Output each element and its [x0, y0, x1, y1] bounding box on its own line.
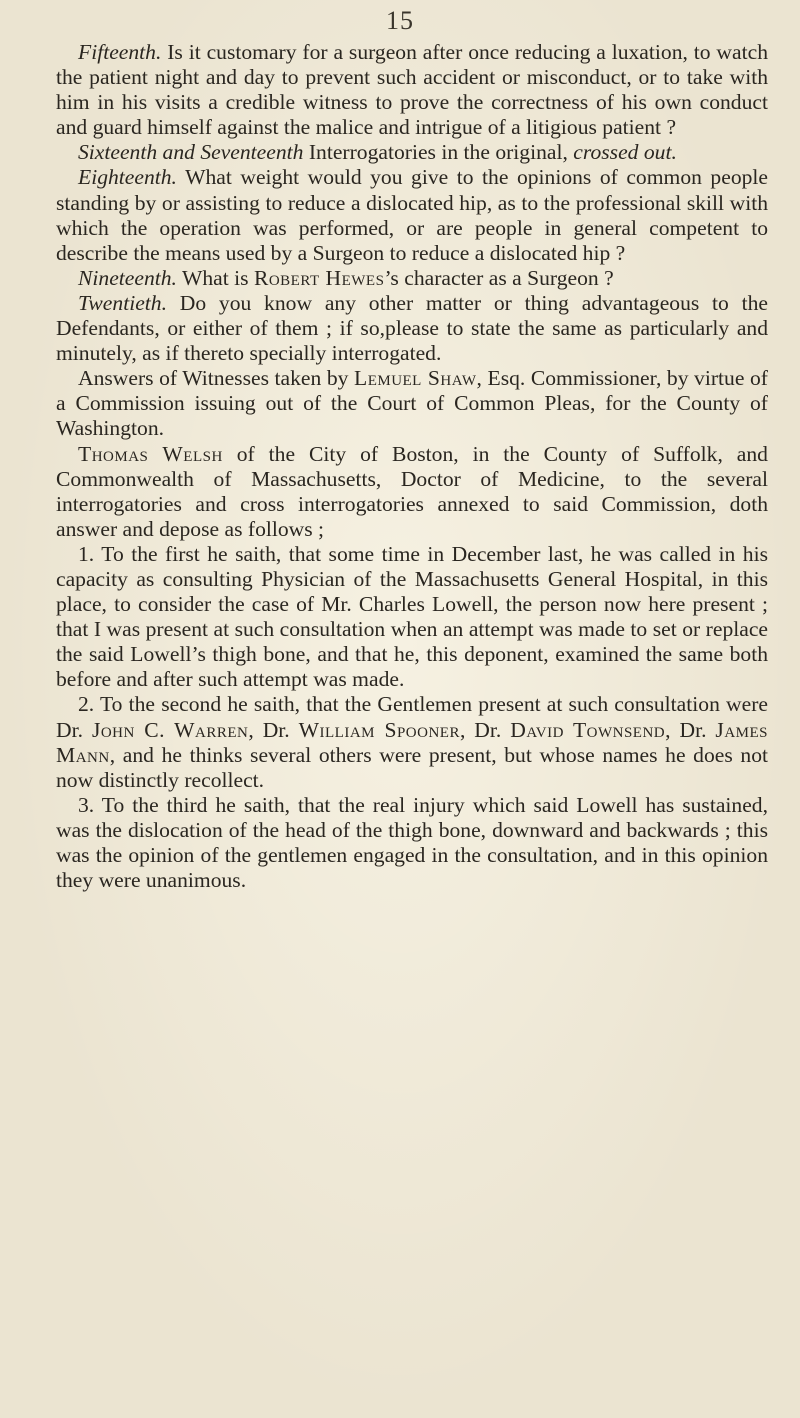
- paragraph-text: , and he thinks several others were present, but whose names he does not now distinctly recollect.: [56, 742, 768, 792]
- paragraph-deponent: [56, 442, 768, 542]
- interrogatory-label: Fifteenth.: [78, 40, 162, 64]
- paragraph-nineteenth: [56, 266, 768, 291]
- person-name: Robert Hewes: [253, 265, 385, 290]
- name-joiner: , Dr.: [665, 717, 716, 742]
- paragraph-answers-heading: [56, 366, 768, 441]
- interrogatory-label: Sixteenth and Seventeenth: [78, 140, 304, 165]
- paragraph-text: Interrogatories in the original,: [303, 140, 568, 165]
- body-text: [56, 40, 768, 893]
- paragraph-answer-3: [56, 793, 768, 893]
- name-joiner: , Dr.: [459, 717, 511, 742]
- paragraph-text: 1. To the first he saith, that some time in December last, he was called in his capacity as consulting Physician of the Massachusetts General Hospital, in this place, to consider the case of Mr. Charles Lowell, the person now here present ; that I was present at such consultation when an attempt was made to set or replace the said Lowell’s thigh bone, and that he, this deponent, examined the same both before and after such attempt was made.: [56, 541, 768, 692]
- paragraph-eighteenth: [56, 165, 768, 265]
- paragraph-text: Answers of Witnesses taken by: [78, 366, 354, 391]
- paragraph-text: , Esq. Commissioner, by virtue of a Commission issuing out of the Court of Common Pleas, for the County of Washington.: [56, 366, 768, 441]
- paragraph-text: ’s character as a Surgeon ?: [384, 265, 614, 290]
- person-name: William Spooner: [298, 717, 460, 742]
- person-name: Lemuel Shaw: [354, 366, 477, 391]
- paragraph-fifteenth: [56, 40, 768, 140]
- person-name: John C. Warren: [91, 717, 249, 742]
- paragraph-text: 2. To the second he saith, that the Gentlemen present at such consultation were Dr.: [56, 692, 768, 742]
- paragraph-text: Do you know any other matter or thing advantageous to the Defendants, or either of them ; if so,please to state the same as particularly and minutely, as if thereto specially interrogated.: [56, 290, 768, 366]
- person-name: James Mann: [56, 717, 769, 767]
- paragraph-tail: crossed out.: [573, 140, 677, 165]
- interrogatory-label: Twentieth.: [78, 290, 167, 315]
- paragraph-text: Is it customary for a surgeon after once reducing a luxation, to watch the patient night and day to prevent such accident or misconduct, or to take with him in his visits a credible witness to prove the correctness of his own conduct and guard himself against the malice and intrigue of a litigious patient ?: [56, 40, 768, 140]
- interrogatory-label: Eighteenth.: [78, 165, 177, 190]
- paragraph-twentieth: [56, 291, 768, 366]
- page-number: 15: [386, 6, 414, 35]
- paragraph-text: of the City of Boston, in the County of Suffolk, and Commonwealth of Massachusetts, Doctor of Medicine, to the several interrogatories and cross interrogatories annexed to said Commission, doth answer and depose as follows ;: [56, 441, 768, 541]
- name-joiner: , Dr.: [248, 717, 299, 742]
- paragraph-sixteenth: [56, 140, 768, 165]
- paragraph-text: What is: [176, 265, 254, 290]
- paragraph-answer-1: [56, 542, 768, 693]
- paragraph-text: What weight would you give to the opinions of common people standing by or assisting to reduce a dislocated hip, as to the professional skill with which the operation was performed, or are people in general competent to describe the means used by a Surgeon to reduce a dislocated hip ?: [56, 165, 768, 265]
- paragraph-text: 3. To the third he saith, that the real injury which said Lowell has sustained, was the dislocation of the head of the thigh bone, downward and backwards ; this was the opinion of the gentlemen engaged in the consultation, and in this opinion they were unanimous.: [56, 792, 768, 893]
- person-name: David Townsend: [510, 717, 666, 742]
- person-name: Thomas Welsh: [78, 441, 223, 466]
- interrogatory-label: Nineteenth.: [78, 265, 177, 290]
- paragraph-answer-2: [56, 692, 768, 792]
